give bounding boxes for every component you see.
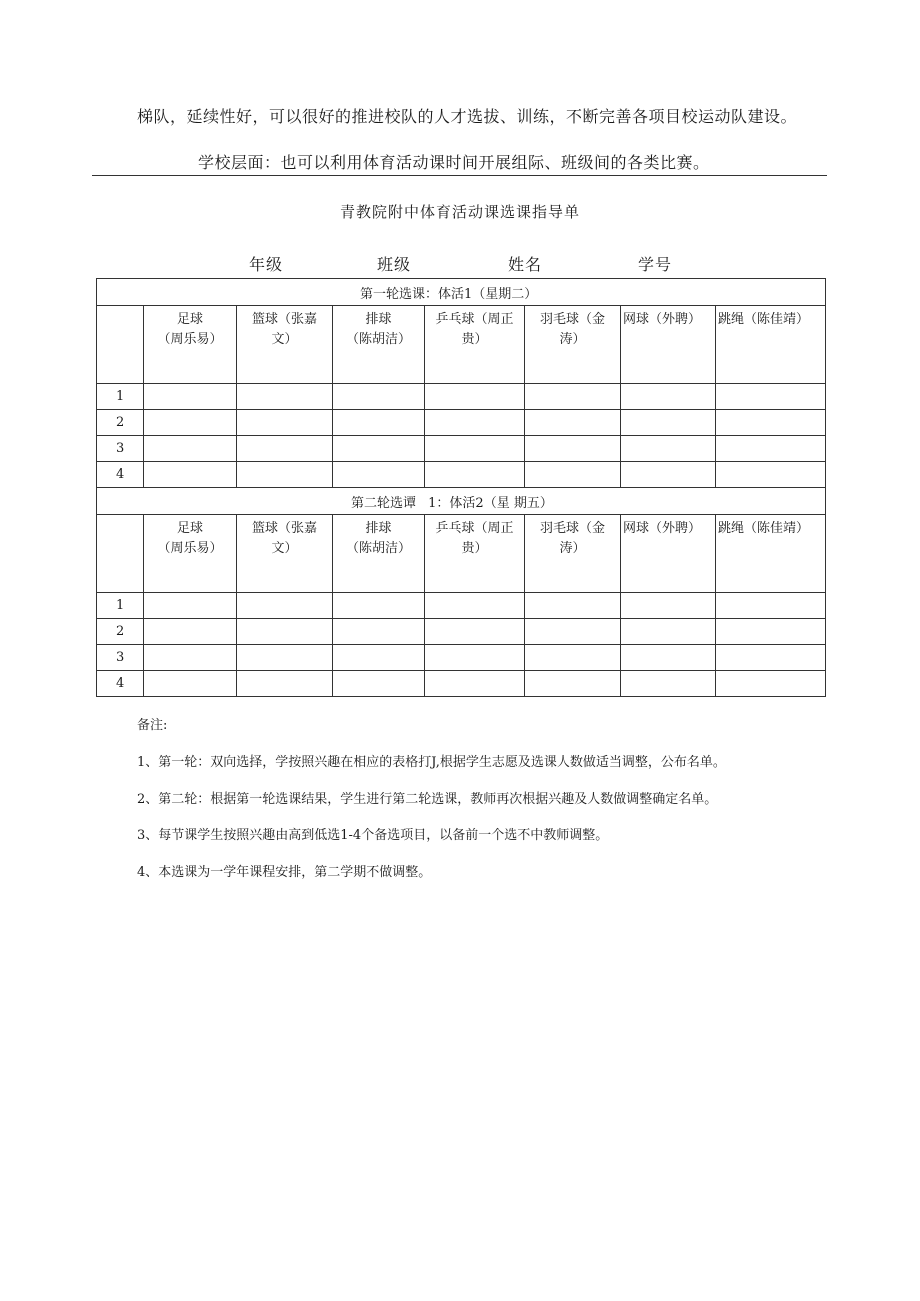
round2-choice-cell[interactable] (425, 619, 525, 645)
round1-choice-cell[interactable] (144, 462, 237, 488)
round2-choice-cell[interactable] (333, 645, 425, 671)
round1-col-table-tennis: 乒乓球（周正 贵） (425, 306, 525, 384)
round1-choice-cell[interactable] (333, 462, 425, 488)
round2-choice-cell[interactable] (144, 671, 237, 697)
round2-choice-cell[interactable] (425, 671, 525, 697)
round1-choice-cell[interactable] (716, 384, 826, 410)
round1-col-badminton: 羽毛球（金 涛） (525, 306, 621, 384)
name-label: 姓名 (508, 255, 543, 274)
round2-col-jump-rope: 跳绳（陈佳靖） (716, 515, 826, 593)
round1-choice-cell[interactable] (716, 462, 826, 488)
round1-choice-cell[interactable] (525, 436, 621, 462)
round1-col-basketball: 篮球（张嘉 文） (237, 306, 333, 384)
round1-row-number: 2 (97, 410, 144, 436)
round2-choice-cell[interactable] (425, 645, 525, 671)
round2-choice-cell[interactable] (621, 619, 716, 645)
round2-header-row (97, 515, 826, 593)
round1-choice-cell[interactable] (621, 384, 716, 410)
round1-banner: 第一轮选课：体活1（星期二） (360, 286, 538, 302)
round2-choice-cell[interactable] (525, 671, 621, 697)
round2-choice-row (97, 645, 826, 671)
round1-choice-row (97, 384, 826, 410)
round2-choice-cell[interactable] (716, 645, 826, 671)
round2-choice-row (97, 593, 826, 619)
note-item-3: 3、每节课学生按照兴趣由高到低选1-4个备选项目，以备前一个选不中教师调整。 (137, 828, 609, 843)
round1-choice-cell[interactable] (621, 436, 716, 462)
round2-choice-cell[interactable] (144, 593, 237, 619)
intro-paragraph-line-2: 学校层面：也可以利用体育活动课时间开展组际、班级间的各类比赛。 (198, 153, 710, 172)
note-item-4: 4、本选课为一学年课程安排，第二学期不做调整。 (137, 865, 432, 880)
round1-choice-cell[interactable] (237, 436, 333, 462)
round1-corner-cell (97, 306, 144, 384)
round1-col-tennis: 网球（外聘） (621, 306, 716, 384)
round2-choice-cell[interactable] (525, 593, 621, 619)
round2-banner-part2: 1：体活2（星 (428, 495, 510, 511)
round1-choice-cell[interactable] (525, 384, 621, 410)
round2-col-football: 足球 （周乐易） (144, 515, 237, 593)
round1-banner-row (97, 279, 826, 306)
round2-banner-row (97, 488, 826, 515)
form-title: 青教院附中体育活动课选课指导单 (339, 203, 580, 221)
round2-col-basketball: 篮球（张嘉 文） (237, 515, 333, 593)
round2-choice-cell[interactable] (237, 645, 333, 671)
round2-choice-cell[interactable] (621, 645, 716, 671)
class-label: 班级 (377, 255, 412, 274)
round2-choice-cell[interactable] (621, 593, 716, 619)
round1-choice-row (97, 436, 826, 462)
round1-choice-cell[interactable] (525, 410, 621, 436)
round2-choice-cell[interactable] (525, 645, 621, 671)
section-divider (92, 175, 827, 176)
round1-choice-cell[interactable] (425, 436, 525, 462)
round2-choice-cell[interactable] (237, 593, 333, 619)
round2-col-volleyball: 排球 （陈胡洁） (333, 515, 425, 593)
course-selection-table (96, 278, 826, 697)
round2-choice-cell[interactable] (237, 619, 333, 645)
note-item-1: 1、第一轮：双向选择，学按照兴趣在相应的表格打J,根据学生志愿及选课人数做适当调整，公布名单。 (137, 755, 726, 770)
round2-col-tennis: 网球（外聘） (621, 515, 716, 593)
round1-choice-cell[interactable] (621, 462, 716, 488)
round1-choice-cell[interactable] (716, 410, 826, 436)
round2-col-table-tennis: 乒乓球（周正 贵） (425, 515, 525, 593)
round1-choice-cell[interactable] (716, 436, 826, 462)
round1-choice-row (97, 410, 826, 436)
round1-choice-cell[interactable] (621, 410, 716, 436)
round2-corner-cell (97, 515, 144, 593)
student-id-label: 学号 (638, 255, 673, 274)
round2-choice-cell[interactable] (716, 619, 826, 645)
round2-row-number: 4 (97, 671, 144, 697)
round1-col-volleyball: 排球 （陈胡洁） (333, 306, 425, 384)
round2-choice-cell[interactable] (333, 593, 425, 619)
round1-choice-cell[interactable] (333, 384, 425, 410)
round2-choice-cell[interactable] (144, 619, 237, 645)
round2-choice-cell[interactable] (237, 671, 333, 697)
round1-header-row (97, 306, 826, 384)
grade-label: 年级 (249, 255, 284, 274)
round1-choice-row (97, 462, 826, 488)
round2-choice-row (97, 671, 826, 697)
round2-choice-cell[interactable] (333, 671, 425, 697)
round1-choice-cell[interactable] (237, 462, 333, 488)
round1-choice-cell[interactable] (525, 462, 621, 488)
round2-choice-cell[interactable] (716, 671, 826, 697)
round1-choice-cell[interactable] (333, 410, 425, 436)
round1-col-jump-rope: 跳绳（陈佳靖） (716, 306, 826, 384)
round1-choice-cell[interactable] (333, 436, 425, 462)
round1-choice-cell[interactable] (144, 410, 237, 436)
round2-choice-cell[interactable] (716, 593, 826, 619)
round2-col-badminton: 羽毛球（金 涛） (525, 515, 621, 593)
round1-choice-cell[interactable] (425, 462, 525, 488)
round1-row-number: 3 (97, 436, 144, 462)
round2-choice-cell[interactable] (621, 671, 716, 697)
note-item-2: 2、第二轮：根据第一轮选课结果，学生进行第二轮选课，教师再次根据兴趣及人数做调整确定名单。 (137, 792, 718, 807)
round1-choice-cell[interactable] (237, 410, 333, 436)
round2-row-number: 2 (97, 619, 144, 645)
round2-choice-cell[interactable] (333, 619, 425, 645)
round2-row-number: 1 (97, 593, 144, 619)
round2-choice-cell[interactable] (525, 619, 621, 645)
round1-row-number: 1 (97, 384, 144, 410)
round1-row-number: 4 (97, 462, 144, 488)
round1-choice-cell[interactable] (144, 436, 237, 462)
round1-choice-cell[interactable] (144, 384, 237, 410)
notes-heading: 备注: (137, 718, 168, 733)
round2-choice-cell[interactable] (425, 593, 525, 619)
round2-choice-cell[interactable] (144, 645, 237, 671)
round1-choice-cell[interactable] (425, 384, 525, 410)
round2-row-number: 3 (97, 645, 144, 671)
round2-choice-row (97, 619, 826, 645)
round2-banner-part1: 第二轮选谭 (351, 495, 417, 511)
round2-banner-part3: 期五） (513, 495, 553, 511)
intro-paragraph-line-1: 梯队，延续性好，可以很好的推进校队的人才选拔、训练，不断完善各项目校运动队建设。 (137, 107, 798, 126)
round1-choice-cell[interactable] (237, 384, 333, 410)
round1-col-football: 足球 （周乐易） (144, 306, 237, 384)
round1-choice-cell[interactable] (425, 410, 525, 436)
